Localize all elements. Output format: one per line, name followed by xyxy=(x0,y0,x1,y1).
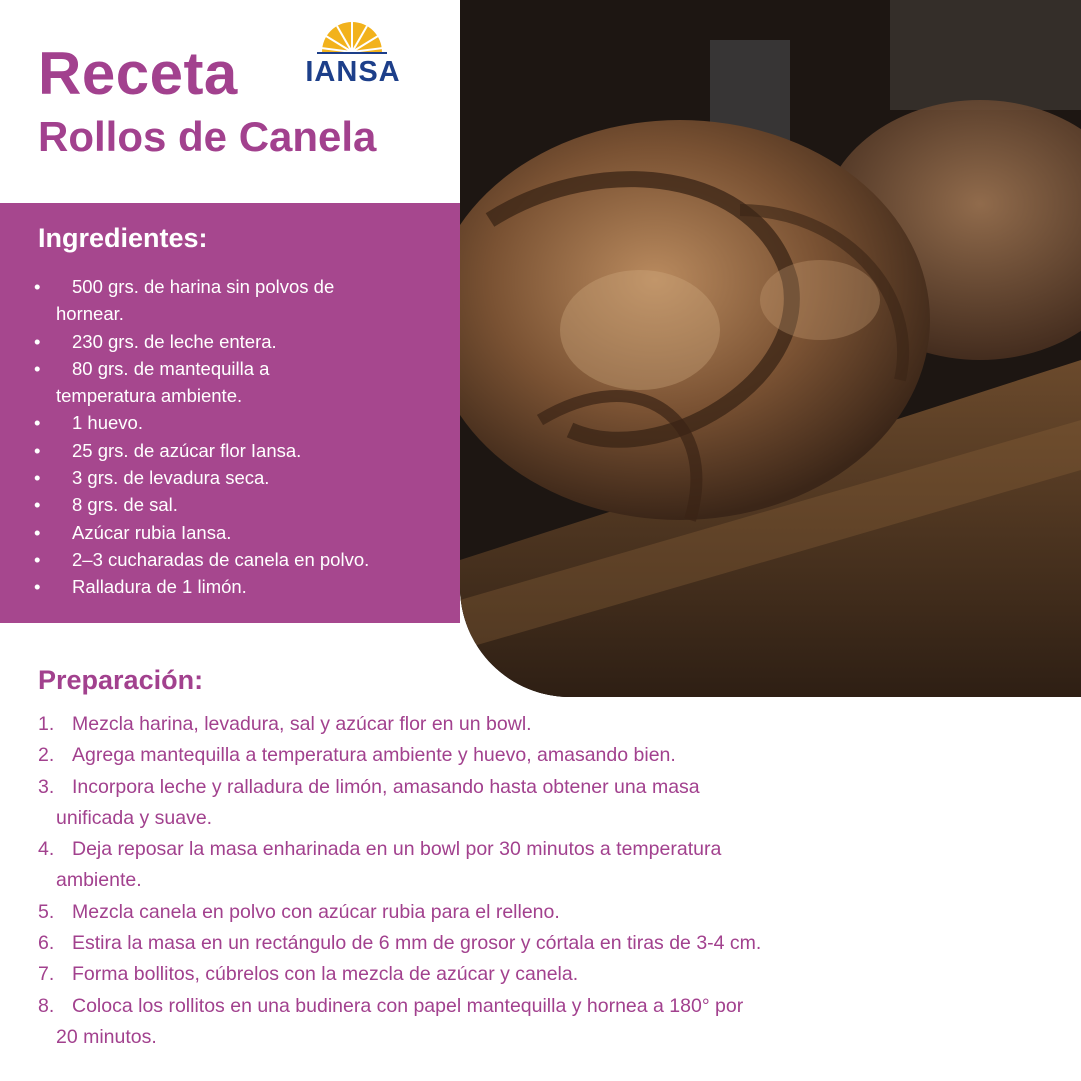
ingredient-text: Azúcar rubia Iansa. xyxy=(72,521,232,543)
ingredient-item xyxy=(34,409,460,436)
step-text: Incorpora leche y ralladura de limón, amasando hasta obtener una masa xyxy=(72,775,700,798)
preparation-list xyxy=(38,709,1048,1053)
bullet-icon: • xyxy=(34,521,41,543)
step-number: 3. xyxy=(38,775,55,798)
step-text-cont: 20 minutos. xyxy=(56,1025,157,1048)
step-text: Mezcla canela en polvo con azúcar rubia para el relleno. xyxy=(72,900,560,923)
bullet-icon: • xyxy=(34,494,41,516)
step-text: Coloca los rollitos en una budinera con papel mantequilla y hornea a 180° por xyxy=(72,994,744,1017)
step-number: 1. xyxy=(38,713,55,735)
step-number: 6. xyxy=(38,932,55,955)
ingredient-item xyxy=(34,328,460,355)
preparation-step xyxy=(38,834,1048,897)
recipe-subtitle: Rollos de Canela xyxy=(38,113,377,160)
ingredient-item xyxy=(34,437,460,464)
step-text: Agrega mantequilla a temperatura ambiente y huevo, amasando bien. xyxy=(72,744,676,767)
ingredient-text: 80 grs. de mantequilla a xyxy=(72,357,270,379)
ingredient-text: 500 grs. de harina sin polvos de xyxy=(72,276,335,297)
ingredient-text: 8 grs. de sal. xyxy=(72,494,178,516)
preparation-step xyxy=(38,709,1048,740)
bullet-icon: • xyxy=(34,548,41,570)
step-number: 7. xyxy=(38,963,55,986)
ingredient-text: Ralladura de 1 limón. xyxy=(72,576,247,598)
step-text-cont: ambiente. xyxy=(56,869,142,892)
step-text-cont: unificada y suave. xyxy=(56,806,213,829)
ingredients-heading: Ingredientes: xyxy=(38,223,208,253)
step-text: Forma bollitos, cúbrelos con la mezcla de azúcar y canela. xyxy=(72,963,579,986)
ingredient-text-cont: temperatura ambiente. xyxy=(56,385,243,407)
ingredient-item xyxy=(34,273,460,328)
ingredient-item xyxy=(34,573,460,600)
bullet-icon: • xyxy=(34,276,41,297)
step-text: Estira la masa en un rectángulo de 6 mm de grosor y córtala en tiras de 3-4 cm. xyxy=(72,932,762,955)
bullet-icon: • xyxy=(34,576,41,598)
ingredients-list xyxy=(34,273,460,601)
step-text: Mezcla harina, levadura, sal y azúcar flor en un bowl. xyxy=(72,713,532,735)
step-text: Deja reposar la masa enharinada en un bowl por 30 minutos a temperatura xyxy=(72,838,722,861)
bullet-icon: • xyxy=(34,357,41,379)
iansa-logo xyxy=(292,20,414,90)
preparation-step xyxy=(38,959,1048,990)
preparation-heading: Preparación: xyxy=(38,665,204,695)
step-number: 5. xyxy=(38,900,55,923)
preparation-step xyxy=(38,991,1048,1054)
preparation-step xyxy=(38,772,1048,835)
bullet-icon: • xyxy=(34,467,41,489)
ingredient-item xyxy=(34,464,460,491)
cinnamon-roll-illustration xyxy=(460,0,1081,697)
step-number: 8. xyxy=(38,994,55,1017)
logo-text: IANSA xyxy=(305,56,401,88)
ingredient-text: 1 huevo. xyxy=(72,412,143,434)
preparation-step xyxy=(38,897,1048,928)
ingredient-text: 3 grs. de levadura seca. xyxy=(72,467,270,489)
step-number: 4. xyxy=(38,838,55,861)
sun-icon xyxy=(317,20,387,54)
recipe-title: Receta xyxy=(38,40,238,107)
preparation-step xyxy=(38,928,1048,959)
bullet-icon: • xyxy=(34,439,41,461)
bullet-icon: • xyxy=(34,412,41,434)
ingredient-item xyxy=(34,546,460,573)
ingredient-text: 25 grs. de azúcar flor Iansa. xyxy=(72,439,302,461)
ingredient-item xyxy=(34,519,460,546)
bullet-icon: • xyxy=(34,330,41,352)
ingredient-text: 2–3 cucharadas de canela en polvo. xyxy=(72,548,370,570)
ingredient-item xyxy=(34,355,460,410)
ingredients-panel xyxy=(0,203,460,623)
ingredient-item xyxy=(34,491,460,518)
preparation-step xyxy=(38,740,1048,771)
step-number: 2. xyxy=(38,744,55,767)
cinnamon-roll-photo xyxy=(460,0,1081,697)
ingredient-text-cont: hornear. xyxy=(56,303,124,325)
ingredient-text: 230 grs. de leche entera. xyxy=(72,330,277,352)
